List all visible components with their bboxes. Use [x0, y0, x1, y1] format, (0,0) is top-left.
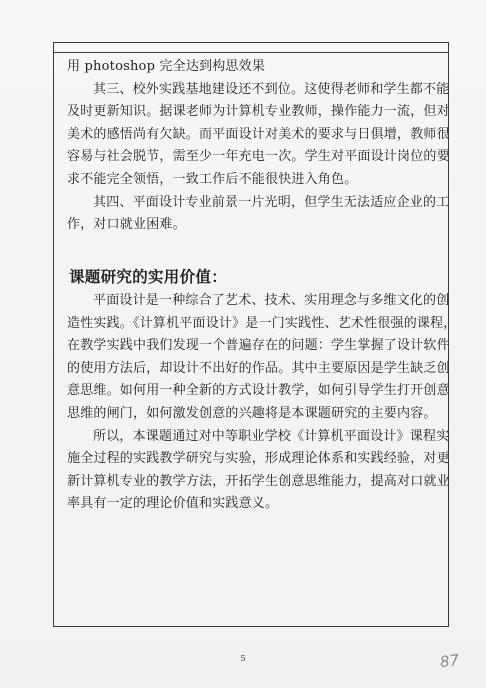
- table-frame: [53, 42, 457, 627]
- text-line: 美术的感悟尚有欠缺。而平面设计对美术的要求与日俱增，教师很: [67, 126, 450, 142]
- text-line: 施全过程的实践教学研究与实验，形成理论体系和实践经验，对更: [67, 451, 450, 467]
- text-line: 造性实践。《计算机平面设计》是一门实践性、艺术性很强的课程，: [67, 315, 457, 331]
- handwritten-page-mark: 87: [438, 650, 461, 672]
- text-line: 用 photoshop 完全达到构思效果: [67, 59, 266, 74]
- text-line: 容易与社会脱节，需至少一年充电一次。学生对平面设计岗位的要: [67, 149, 450, 165]
- text-line: 其四、平面设计专业前景一片光明，但学生无法适应企业的工: [93, 194, 450, 210]
- section-heading: 课题研究的实用价值：: [69, 268, 228, 286]
- text-line: 的使用方法后，却设计不出好的作品。其中主要原因是学生缺乏创: [67, 360, 450, 376]
- text-line: 率具有一定的理论价值和实践意义。: [67, 496, 279, 512]
- text-line: 及时更新知识。据课老师为计算机专业教师，操作能力一流，但对: [67, 104, 450, 120]
- text-line: 新计算机专业的教学方法，开拓学生创意思维能力，提高对口就业: [67, 473, 450, 489]
- text-line: 其三、校外实践基地建设还不到位。这使得老师和学生都不能: [93, 81, 450, 97]
- text-line: 作，对口就业困难。: [67, 217, 186, 233]
- text-line: 在教学实践中我们发现一个普遍存在的问题：学生掌握了设计软件: [67, 338, 450, 354]
- text-line: 意思维。如何用一种全新的方式设计教学，如何引导学生打开创意: [67, 383, 450, 399]
- text-line: 平面设计是一种综合了艺术、技术、实用理念与多维文化的创: [93, 293, 450, 308]
- text-line: 思维的闸门，如何激发创意的兴趣将是本课题研究的主要内容。: [67, 405, 437, 421]
- text-line: 求不能完全领悟，一致工作后不能很快进入角色。: [67, 171, 358, 187]
- paragraph-bottom: [67, 290, 457, 516]
- text-line: 所以，本课题通过对中等职业学校《计算机平面设计》课程实: [93, 428, 450, 444]
- page-number: 5: [240, 654, 246, 663]
- table-top-rule: [54, 52, 448, 53]
- paragraph-top: [67, 56, 450, 237]
